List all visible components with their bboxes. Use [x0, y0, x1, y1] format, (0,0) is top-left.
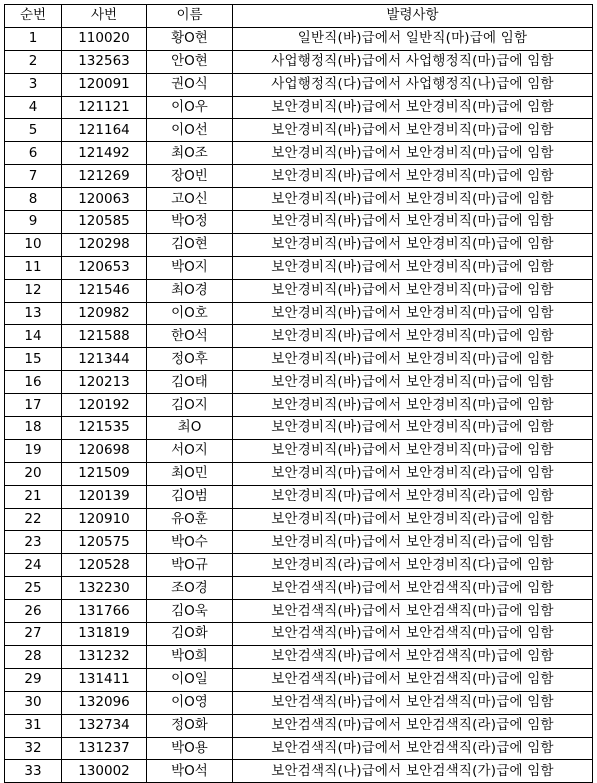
cell-name: 박O수 — [147, 531, 233, 554]
cell-appointment: 보안경비직(바)급에서 보안경비직(마)급에 임함 — [233, 96, 593, 119]
table-row — [5, 27, 593, 50]
cell-employee-id: 121121 — [62, 96, 147, 119]
cell-appointment: 보안경비직(바)급에서 보안경비직(마)급에 임함 — [233, 417, 593, 440]
table-row — [5, 233, 593, 256]
table-row — [5, 325, 593, 348]
cell-appointment: 보안경비직(바)급에서 보안경비직(마)급에 임함 — [233, 302, 593, 325]
cell-sequence: 33 — [5, 760, 62, 783]
cell-employee-id: 120063 — [62, 188, 147, 211]
cell-appointment: 보안경비직(바)급에서 보안경비직(마)급에 임함 — [233, 142, 593, 165]
cell-employee-id: 132734 — [62, 714, 147, 737]
cell-appointment: 보안경비직(마)급에서 보안경비직(라)급에 임함 — [233, 531, 593, 554]
cell-appointment: 보안경비직(바)급에서 보안경비직(마)급에 임함 — [233, 165, 593, 188]
cell-appointment: 보안경비직(마)급에서 보안경비직(라)급에 임함 — [233, 462, 593, 485]
cell-employee-id: 120982 — [62, 302, 147, 325]
table-row — [5, 50, 593, 73]
cell-sequence: 7 — [5, 165, 62, 188]
cell-employee-id: 120910 — [62, 508, 147, 531]
table-row — [5, 188, 593, 211]
cell-employee-id: 120213 — [62, 371, 147, 394]
cell-name: 최O민 — [147, 462, 233, 485]
cell-appointment: 보안경비직(바)급에서 보안경비직(마)급에 임함 — [233, 256, 593, 279]
cell-employee-id: 121509 — [62, 462, 147, 485]
cell-name: 박O석 — [147, 760, 233, 783]
cell-employee-id: 121588 — [62, 325, 147, 348]
cell-sequence: 25 — [5, 577, 62, 600]
cell-sequence: 3 — [5, 73, 62, 96]
cell-name: 황O현 — [147, 27, 233, 50]
cell-appointment: 보안경비직(바)급에서 보안경비직(마)급에 임함 — [233, 188, 593, 211]
cell-name: 이O일 — [147, 668, 233, 691]
cell-employee-id: 110020 — [62, 27, 147, 50]
cell-sequence: 17 — [5, 394, 62, 417]
cell-appointment: 사업행정직(바)급에서 사업행정직(마)급에 임함 — [233, 50, 593, 73]
appointment-table-container — [4, 4, 593, 783]
cell-employee-id: 132563 — [62, 50, 147, 73]
table-row — [5, 554, 593, 577]
cell-sequence: 24 — [5, 554, 62, 577]
cell-sequence: 19 — [5, 439, 62, 462]
table-header — [5, 5, 593, 28]
cell-appointment: 보안경비직(바)급에서 보안경비직(마)급에 임함 — [233, 233, 593, 256]
cell-name: 정O후 — [147, 348, 233, 371]
cell-sequence: 1 — [5, 27, 62, 50]
cell-sequence: 22 — [5, 508, 62, 531]
cell-name: 김O범 — [147, 485, 233, 508]
cell-employee-id: 121546 — [62, 279, 147, 302]
table-row — [5, 760, 593, 783]
cell-employee-id: 121269 — [62, 165, 147, 188]
cell-sequence: 23 — [5, 531, 62, 554]
appointment-table — [4, 4, 593, 783]
cell-employee-id: 121535 — [62, 417, 147, 440]
cell-appointment: 보안경비직(바)급에서 보안경비직(마)급에 임함 — [233, 119, 593, 142]
table-row — [5, 73, 593, 96]
cell-employee-id: 120091 — [62, 73, 147, 96]
cell-name: 조O경 — [147, 577, 233, 600]
cell-sequence: 15 — [5, 348, 62, 371]
cell-name: 서O지 — [147, 439, 233, 462]
cell-name: 한O석 — [147, 325, 233, 348]
table-row — [5, 531, 593, 554]
cell-employee-id: 131766 — [62, 600, 147, 623]
cell-name: 정O화 — [147, 714, 233, 737]
cell-name: 이O선 — [147, 119, 233, 142]
cell-name: 권O식 — [147, 73, 233, 96]
table-row — [5, 439, 593, 462]
table-row — [5, 96, 593, 119]
cell-employee-id: 121344 — [62, 348, 147, 371]
cell-appointment: 보안검색직(마)급에서 보안검색직(라)급에 임함 — [233, 737, 593, 760]
cell-sequence: 29 — [5, 668, 62, 691]
cell-employee-id: 131819 — [62, 623, 147, 646]
cell-name: 유O훈 — [147, 508, 233, 531]
cell-appointment: 보안검색직(바)급에서 보안검색직(마)급에 임함 — [233, 691, 593, 714]
header-row — [5, 5, 593, 28]
cell-sequence: 30 — [5, 691, 62, 714]
cell-sequence: 32 — [5, 737, 62, 760]
cell-name: 이O우 — [147, 96, 233, 119]
cell-sequence: 6 — [5, 142, 62, 165]
cell-appointment: 보안경비직(마)급에서 보안경비직(라)급에 임함 — [233, 508, 593, 531]
cell-employee-id: 131411 — [62, 668, 147, 691]
cell-name: 최O조 — [147, 142, 233, 165]
cell-appointment: 보안검색직(바)급에서 보안검색직(마)급에 임함 — [233, 645, 593, 668]
table-row — [5, 462, 593, 485]
column-header-name: 이름 — [147, 5, 233, 28]
cell-sequence: 21 — [5, 485, 62, 508]
table-row — [5, 577, 593, 600]
cell-appointment: 보안경비직(바)급에서 보안경비직(마)급에 임함 — [233, 211, 593, 234]
table-row — [5, 279, 593, 302]
cell-employee-id: 132096 — [62, 691, 147, 714]
cell-appointment: 보안경비직(바)급에서 보안경비직(마)급에 임함 — [233, 325, 593, 348]
cell-employee-id: 131237 — [62, 737, 147, 760]
cell-employee-id: 130002 — [62, 760, 147, 783]
cell-employee-id: 120653 — [62, 256, 147, 279]
cell-sequence: 16 — [5, 371, 62, 394]
cell-sequence: 5 — [5, 119, 62, 142]
cell-employee-id: 120575 — [62, 531, 147, 554]
table-row — [5, 119, 593, 142]
cell-sequence: 27 — [5, 623, 62, 646]
cell-sequence: 26 — [5, 600, 62, 623]
cell-employee-id: 132230 — [62, 577, 147, 600]
cell-name: 박O지 — [147, 256, 233, 279]
table-row — [5, 737, 593, 760]
cell-sequence: 4 — [5, 96, 62, 119]
cell-appointment: 보안검색직(마)급에서 보안검색직(라)급에 임함 — [233, 714, 593, 737]
table-row — [5, 256, 593, 279]
table-row — [5, 645, 593, 668]
cell-sequence: 20 — [5, 462, 62, 485]
cell-name: 최O — [147, 417, 233, 440]
column-header-employee-id: 사번 — [62, 5, 147, 28]
table-row — [5, 508, 593, 531]
cell-employee-id: 120192 — [62, 394, 147, 417]
cell-sequence: 8 — [5, 188, 62, 211]
table-row — [5, 623, 593, 646]
column-header-sequence: 순번 — [5, 5, 62, 28]
cell-appointment: 보안검색직(나)급에서 보안검색직(가)급에 임함 — [233, 760, 593, 783]
cell-sequence: 9 — [5, 211, 62, 234]
cell-employee-id: 120585 — [62, 211, 147, 234]
table-row — [5, 600, 593, 623]
table-row — [5, 417, 593, 440]
cell-employee-id: 131232 — [62, 645, 147, 668]
table-row — [5, 211, 593, 234]
table-body — [5, 27, 593, 782]
cell-name: 박O희 — [147, 645, 233, 668]
cell-appointment: 사업행정직(다)급에서 사업행정직(나)급에 임함 — [233, 73, 593, 96]
table-row — [5, 691, 593, 714]
cell-name: 박O규 — [147, 554, 233, 577]
table-row — [5, 348, 593, 371]
column-header-appointment: 발령사항 — [233, 5, 593, 28]
cell-employee-id: 120698 — [62, 439, 147, 462]
cell-appointment: 보안검색직(바)급에서 보안검색직(마)급에 임함 — [233, 600, 593, 623]
cell-name: 장O빈 — [147, 165, 233, 188]
cell-name: 안O현 — [147, 50, 233, 73]
cell-appointment: 보안경비직(마)급에서 보안경비직(라)급에 임함 — [233, 485, 593, 508]
cell-sequence: 31 — [5, 714, 62, 737]
cell-appointment: 보안경비직(바)급에서 보안경비직(마)급에 임함 — [233, 439, 593, 462]
cell-sequence: 18 — [5, 417, 62, 440]
cell-appointment: 보안경비직(바)급에서 보안경비직(마)급에 임함 — [233, 348, 593, 371]
cell-employee-id: 121492 — [62, 142, 147, 165]
cell-name: 고O신 — [147, 188, 233, 211]
cell-appointment: 보안경비직(라)급에서 보안경비직(다)급에 임함 — [233, 554, 593, 577]
cell-employee-id: 121164 — [62, 119, 147, 142]
cell-employee-id: 120298 — [62, 233, 147, 256]
cell-appointment: 보안경비직(바)급에서 보안경비직(마)급에 임함 — [233, 394, 593, 417]
cell-name: 박O정 — [147, 211, 233, 234]
cell-name: 김O현 — [147, 233, 233, 256]
cell-appointment: 보안검색직(바)급에서 보안검색직(마)급에 임함 — [233, 577, 593, 600]
cell-appointment: 일반직(바)급에서 일반직(마)급에 임함 — [233, 27, 593, 50]
cell-name: 김O화 — [147, 623, 233, 646]
table-row — [5, 165, 593, 188]
cell-name: 이O영 — [147, 691, 233, 714]
cell-name: 김O태 — [147, 371, 233, 394]
cell-sequence: 10 — [5, 233, 62, 256]
table-row — [5, 714, 593, 737]
table-row — [5, 394, 593, 417]
table-row — [5, 302, 593, 325]
cell-name: 최O경 — [147, 279, 233, 302]
cell-sequence: 13 — [5, 302, 62, 325]
cell-sequence: 11 — [5, 256, 62, 279]
cell-appointment: 보안검색직(바)급에서 보안검색직(마)급에 임함 — [233, 668, 593, 691]
cell-sequence: 14 — [5, 325, 62, 348]
cell-appointment: 보안경비직(바)급에서 보안경비직(마)급에 임함 — [233, 371, 593, 394]
cell-sequence: 28 — [5, 645, 62, 668]
table-row — [5, 142, 593, 165]
table-row — [5, 485, 593, 508]
cell-employee-id: 120528 — [62, 554, 147, 577]
cell-sequence: 2 — [5, 50, 62, 73]
cell-name: 박O용 — [147, 737, 233, 760]
cell-name: 김O욱 — [147, 600, 233, 623]
cell-appointment: 보안경비직(바)급에서 보안경비직(마)급에 임함 — [233, 279, 593, 302]
cell-name: 이O호 — [147, 302, 233, 325]
cell-sequence: 12 — [5, 279, 62, 302]
cell-name: 김O지 — [147, 394, 233, 417]
cell-employee-id: 120139 — [62, 485, 147, 508]
table-row — [5, 668, 593, 691]
table-row — [5, 371, 593, 394]
cell-appointment: 보안검색직(바)급에서 보안검색직(마)급에 임함 — [233, 623, 593, 646]
